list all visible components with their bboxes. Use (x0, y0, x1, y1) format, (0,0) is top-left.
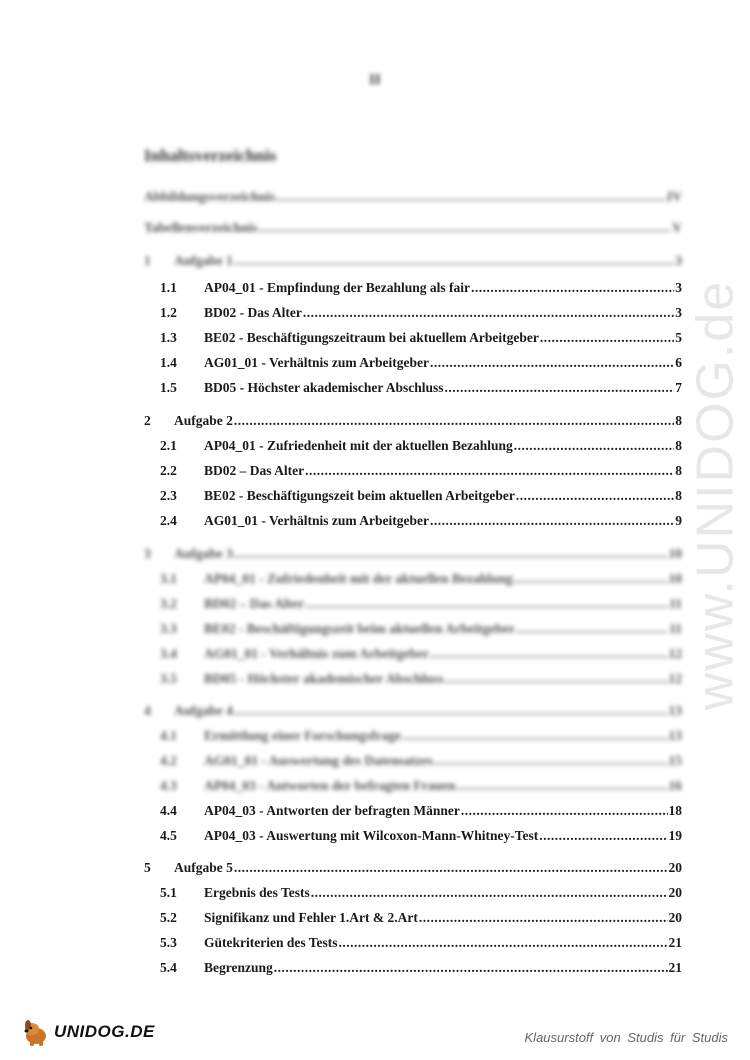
toc-entry (160, 305, 682, 321)
toc-entry-leader (540, 330, 674, 346)
toc-entry-page: 12 (668, 646, 682, 661)
toc-entry (160, 671, 682, 687)
toc-entry-page: 11 (669, 596, 682, 611)
toc-entry-label: BD02 - Das Alter (204, 305, 302, 320)
toc-entry (160, 280, 682, 296)
toc-entry-page: 20 (668, 860, 682, 875)
toc-entry-leader (305, 463, 674, 479)
toc-entry-leader (274, 960, 668, 976)
toc-entry-label: AP04_03 - Antworten der befragten Frauen (204, 778, 456, 793)
toc-entry-leader (234, 703, 668, 719)
toc-entry-leader (311, 885, 668, 901)
unidog-logo (20, 1016, 155, 1048)
toc-entry-page: 21 (668, 960, 682, 975)
toc-entry-label: Aufgabe 3 (174, 546, 233, 561)
toc-entry-number: 1.4 (160, 355, 177, 370)
toc-entry-leader (402, 728, 668, 744)
toc-entry-label: BD05 - Höchster akademischer Abschluss (204, 380, 444, 395)
toc-entry-number: 1.1 (160, 280, 177, 295)
watermark-text: www.UNIDOG.de (686, 279, 744, 711)
toc-entry (144, 860, 682, 876)
toc-entry (160, 571, 682, 587)
toc-entry-label: Signifikanz und Fehler 1.Art & 2.Art (204, 910, 418, 925)
toc-entry-number: 4 (144, 703, 151, 718)
toc-entry-leader (516, 488, 674, 504)
toc-entry-leader (516, 621, 668, 637)
toc-entry-page: 6 (675, 355, 682, 370)
toc-entry-leader (276, 189, 666, 205)
toc-entry-page: 8 (675, 488, 682, 503)
toc-entry-number: 5.1 (160, 885, 177, 900)
toc-entry-label: Ergebnis des Tests (204, 885, 310, 900)
toc-entry (160, 355, 682, 371)
toc-entry-leader (434, 753, 668, 769)
toc-entry (144, 253, 682, 269)
toc-entry-leader (445, 671, 668, 687)
toc-entry-leader (234, 860, 668, 876)
toc-entry-page: V (672, 220, 682, 235)
toc-entry (144, 703, 682, 719)
toc-entry (160, 380, 682, 396)
toc-entry-number: 2.3 (160, 488, 177, 503)
toc-entry-number: 2.4 (160, 513, 177, 528)
toc-entry-number: 2 (144, 413, 151, 428)
toc-entry (160, 803, 682, 819)
watermark (686, 260, 744, 730)
toc-entry-label: AG01_01 - Verhältnis zum Arbeitgeber (204, 646, 429, 661)
toc-entry-leader (234, 546, 668, 562)
toc-entry-label: Abbildungsverzeichnis (144, 189, 276, 204)
toc-entry-page: 11 (669, 621, 682, 636)
toc-entry-number: 1.5 (160, 380, 177, 395)
toc-entry-number: 5 (144, 860, 151, 875)
toc-entry-label: BD02 – Das Alter (204, 463, 305, 478)
toc-entry-number: 4.2 (160, 753, 177, 768)
toc-entry-number: 1.3 (160, 330, 177, 345)
toc-entry-page: 9 (675, 513, 682, 528)
toc-entry-label: AP04_01 - Zufriedenheit mit der aktuellen Bezahlung (204, 571, 513, 586)
toc-entry-page: 8 (675, 438, 682, 453)
toc-entry-page: 8 (675, 463, 682, 478)
toc-entry-page: 12 (668, 671, 682, 686)
toc-entry-leader (430, 513, 674, 529)
toc-entry (160, 596, 682, 612)
toc-entry-label: AP04_03 - Auswertung mit Wilcoxon-Mann-Whitney-Test (204, 828, 539, 843)
toc-entry-page: 3 (675, 280, 682, 295)
toc-entry (160, 438, 682, 454)
toc-entry (160, 828, 682, 844)
toc-entry-leader (259, 220, 672, 236)
toc-entry (144, 546, 682, 562)
toc-title: Inhaltsverzeichnis (144, 146, 277, 165)
toc-entry-number: 3.2 (160, 596, 177, 611)
toc-entry-label: AP04_01 - Empfindung der Bezahlung als fair (204, 280, 471, 295)
toc-entry-label: BD02 – Das Alter (204, 596, 305, 611)
toc-entry-label: Gütekriterien des Tests (204, 935, 338, 950)
footer-slogan: Klausurstoff von Studis für Studis (524, 1030, 728, 1045)
toc-entry (160, 330, 682, 346)
toc-entry-page: 3 (675, 305, 682, 320)
toc-entry-number: 4.4 (160, 803, 177, 818)
toc-entry-page: 18 (668, 803, 682, 818)
toc-entry-page: 16 (668, 778, 682, 793)
toc-entry-label: Aufgabe 4 (174, 703, 233, 718)
page-number: II (369, 72, 381, 88)
toc-entry-leader (471, 280, 674, 296)
toc-entry-label: AP04_01 - Zufriedenheit mit der aktuellen Bezahlung (204, 438, 513, 453)
toc-entry (144, 413, 682, 429)
toc-entry-page: 21 (668, 935, 682, 950)
toc-entry-label: Aufgabe 1 (174, 253, 233, 268)
toc-entry-leader (514, 438, 675, 454)
toc-entry-page: 10 (668, 546, 682, 561)
dog-mascot-icon (20, 1016, 52, 1048)
toc-entry-page: 3 (675, 253, 682, 268)
toc-entry-page: 20 (668, 885, 682, 900)
toc-entry-page: 10 (668, 571, 682, 586)
toc-entry-page: 20 (668, 910, 682, 925)
toc-entry-leader (461, 803, 668, 819)
toc-entry (160, 728, 682, 744)
toc-entry (160, 910, 682, 926)
toc-entry-number: 1 (144, 253, 151, 268)
toc-entry-number: 1.2 (160, 305, 177, 320)
toc-entry-leader (303, 305, 674, 321)
toc-entry-leader (234, 253, 674, 269)
toc-entry-label: AG01_01 - Verhältnis zum Arbeitgeber (204, 355, 429, 370)
toc-entry-number: 4.5 (160, 828, 177, 843)
toc-entry-number: 2.2 (160, 463, 177, 478)
toc-entry-number: 3.1 (160, 571, 177, 586)
toc-entry-leader (305, 596, 668, 612)
toc-entry-number: 3 (144, 546, 151, 561)
toc-entry-leader (456, 778, 667, 794)
logo-text: UNIDOG.DE (54, 1022, 155, 1041)
toc-entry-label: BE02 - Beschäftigungszeitraum bei aktuellem Arbeitgeber (204, 330, 539, 345)
toc-entry-number: 4.3 (160, 778, 177, 793)
toc-entry-label: AP04_03 - Antworten der befragten Männer (204, 803, 460, 818)
toc-entry (160, 621, 682, 637)
toc-entry-label: BE02 - Beschäftigungszeit beim aktuellen Arbeitgeber (204, 488, 515, 503)
toc-entry-label: Tabellenverzeichnis (144, 220, 258, 235)
toc-entry (160, 778, 682, 794)
toc-entry (160, 753, 682, 769)
toc-entry (144, 189, 682, 205)
toc-entry-number: 3.5 (160, 671, 177, 686)
toc-entry-label: BD05 - Höchster akademischer Abschluss (204, 671, 444, 686)
toc-entry-number: 5.3 (160, 935, 177, 950)
toc-entry-leader (539, 828, 667, 844)
toc-entry-number: 4.1 (160, 728, 177, 743)
toc-entry-leader (419, 910, 668, 926)
toc-entry-leader (339, 935, 668, 951)
toc-entry-number: 3.3 (160, 621, 177, 636)
toc-entry-page: 7 (675, 380, 682, 395)
toc-entry (160, 513, 682, 529)
toc-entry-number: 2.1 (160, 438, 177, 453)
toc-entry-label: AG01_01 - Auswertung des Datensatzes (204, 753, 433, 768)
toc-entry-number: 5.4 (160, 960, 177, 975)
toc-entry (160, 488, 682, 504)
toc-entry-label: Aufgabe 5 (174, 860, 233, 875)
toc-entry-page: 15 (668, 753, 682, 768)
toc-entry-page: IV (666, 189, 682, 204)
toc-entry-page: 13 (668, 703, 682, 718)
toc-entry-label: BE02 - Beschäftigungszeit beim aktuellen Arbeitgeber (204, 621, 515, 636)
toc-entry-page: 19 (668, 828, 682, 843)
toc-entry (160, 935, 682, 951)
toc-entry-label: Aufgabe 2 (174, 413, 233, 428)
toc-entry-label: AG01_01 - Verhältnis zum Arbeitgeber (204, 513, 429, 528)
toc-entry-leader (445, 380, 675, 396)
toc-entry-number: 3.4 (160, 646, 177, 661)
toc-entry (144, 220, 682, 236)
toc-entry-leader (234, 413, 674, 429)
toc-entry (160, 646, 682, 662)
toc-entry-leader (430, 646, 668, 662)
toc-entry-leader (514, 571, 668, 587)
toc-entry-leader (430, 355, 674, 371)
toc-entry (160, 463, 682, 479)
toc-entry (160, 960, 682, 976)
toc-entry-page: 13 (668, 728, 682, 743)
toc-entry-label: Ermittlung einer Forschungsfrage (204, 728, 401, 743)
toc-entry-page: 5 (675, 330, 682, 345)
toc-entry (160, 885, 682, 901)
toc-entry-label: Begrenzung (204, 960, 273, 975)
toc-entry-page: 8 (675, 413, 682, 428)
toc-entry-number: 5.2 (160, 910, 177, 925)
